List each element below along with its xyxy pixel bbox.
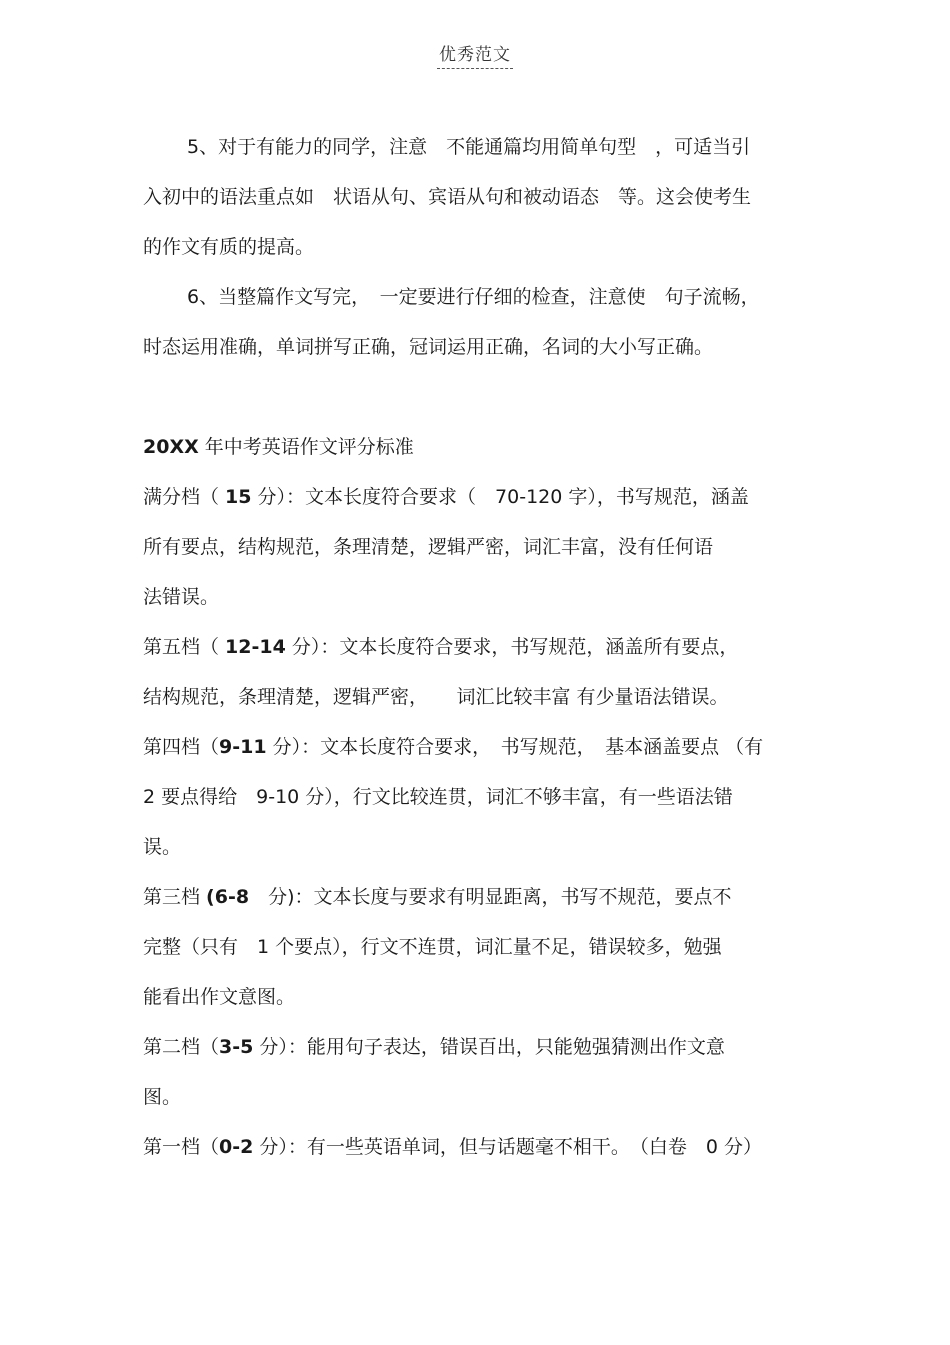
level-2-line-2: 图。 bbox=[143, 1086, 182, 1108]
level-2-line-1 bbox=[143, 1022, 813, 1072]
level-1-prefix: 第一档（ bbox=[143, 1136, 220, 1158]
header-title: 优秀范文 bbox=[437, 40, 513, 69]
level-2-after-score: 分）： bbox=[253, 1036, 307, 1058]
tip-5-line-1: 5、对于有能力的同学，注意 不能通篇均用简单句型 ，可适当引 bbox=[187, 136, 751, 158]
level-3-score: (6-8 bbox=[206, 886, 250, 908]
level-full-line-1 bbox=[143, 472, 813, 522]
tip-5-line-2: 入初中的语法重点如 状语从句、宾语从句和被动语态 等。这会使考生 bbox=[143, 186, 752, 208]
level-full-prefix: 满分档（ bbox=[143, 486, 226, 508]
level-full-text-1: 文本长度符合要求（ 70-120 字），书写规范，涵盖 bbox=[305, 486, 749, 508]
level-5-after-score: 分）： bbox=[285, 636, 340, 658]
level-full bbox=[143, 472, 813, 622]
level-2-score: 3-5 bbox=[219, 1036, 254, 1058]
level-1 bbox=[143, 1122, 813, 1172]
tip-6-line-1: 6、当整篇作文写完， 一定要进行仔细的检查，注意使 句子流畅， bbox=[187, 286, 760, 308]
level-4 bbox=[143, 722, 813, 872]
level-5-line-2: 结构规范，条理清楚，逻辑严密， 词汇比较丰富 有少量语法错误。 bbox=[143, 686, 729, 708]
tip-6-line-2: 时态运用准确，单词拼写正确，冠词运用正确，名词的大小写正确。 bbox=[143, 336, 714, 358]
level-4-line-2: 2 要点得给 9-10 分），行文比较连贯，词汇不够丰富，有一些语法错 bbox=[143, 786, 733, 808]
level-4-line-3: 误。 bbox=[143, 836, 182, 858]
level-1-score: 0-2 bbox=[219, 1136, 254, 1158]
level-5-text-1: 文本长度符合要求，书写规范，涵盖所有要点， bbox=[339, 636, 739, 658]
level-3-text-1: 文本长度与要求有明显距离，书写不规范，要点不 bbox=[313, 886, 732, 908]
level-3-line-2: 完整（只有 1 个要点），行文不连贯，词汇量不足，错误较多，勉强 bbox=[143, 936, 722, 958]
level-1-line-1 bbox=[143, 1122, 813, 1172]
level-4-score: 9-11 bbox=[219, 736, 267, 758]
level-1-text-1: 有一些英语单词，但与话题毫不相干。 （白卷 0 分） bbox=[306, 1136, 763, 1158]
page-header bbox=[0, 40, 950, 69]
level-4-prefix: 第四档（ bbox=[143, 736, 220, 758]
level-1-after-score: 分）： bbox=[253, 1136, 307, 1158]
tip-5-line-3: 的作文有质的提高。 bbox=[143, 236, 315, 258]
standards-heading bbox=[143, 422, 813, 472]
level-3-line-3: 能看出作文意图。 bbox=[143, 986, 296, 1008]
heading-year: 20XX bbox=[143, 436, 199, 458]
level-2 bbox=[143, 1022, 813, 1122]
level-5-prefix: 第五档（ bbox=[143, 636, 226, 658]
level-full-after-score: 分）： bbox=[251, 486, 306, 508]
document-body bbox=[143, 122, 813, 1172]
level-full-line-2: 所有要点，结构规范，条理清楚，逻辑严密，词汇丰富，没有任何语 bbox=[143, 536, 714, 558]
level-5-score: 12-14 bbox=[225, 636, 286, 658]
level-5 bbox=[143, 622, 813, 722]
level-3-after-score: 分)： bbox=[249, 886, 314, 908]
level-3-line-1 bbox=[143, 872, 813, 922]
level-4-text-1: 文本长度符合要求， 书写规范， 基本涵盖要点 （有 bbox=[320, 736, 764, 758]
tip-6 bbox=[143, 272, 813, 372]
level-full-score: 15 bbox=[225, 486, 252, 508]
tip-5 bbox=[143, 122, 813, 272]
level-4-line-1 bbox=[143, 722, 813, 772]
level-3-prefix: 第三档 bbox=[143, 886, 207, 908]
level-full-line-3: 法错误。 bbox=[143, 586, 220, 608]
level-2-prefix: 第二档（ bbox=[143, 1036, 220, 1058]
level-5-line-1 bbox=[143, 622, 813, 672]
section-gap bbox=[143, 372, 813, 422]
heading-text: 年中考英语作文评分标准 bbox=[198, 436, 414, 458]
level-3 bbox=[143, 872, 813, 1022]
level-2-text-1: 能用句子表达，错误百出，只能勉强猜测出作文意 bbox=[306, 1036, 725, 1058]
level-4-after-score: 分）： bbox=[266, 736, 321, 758]
